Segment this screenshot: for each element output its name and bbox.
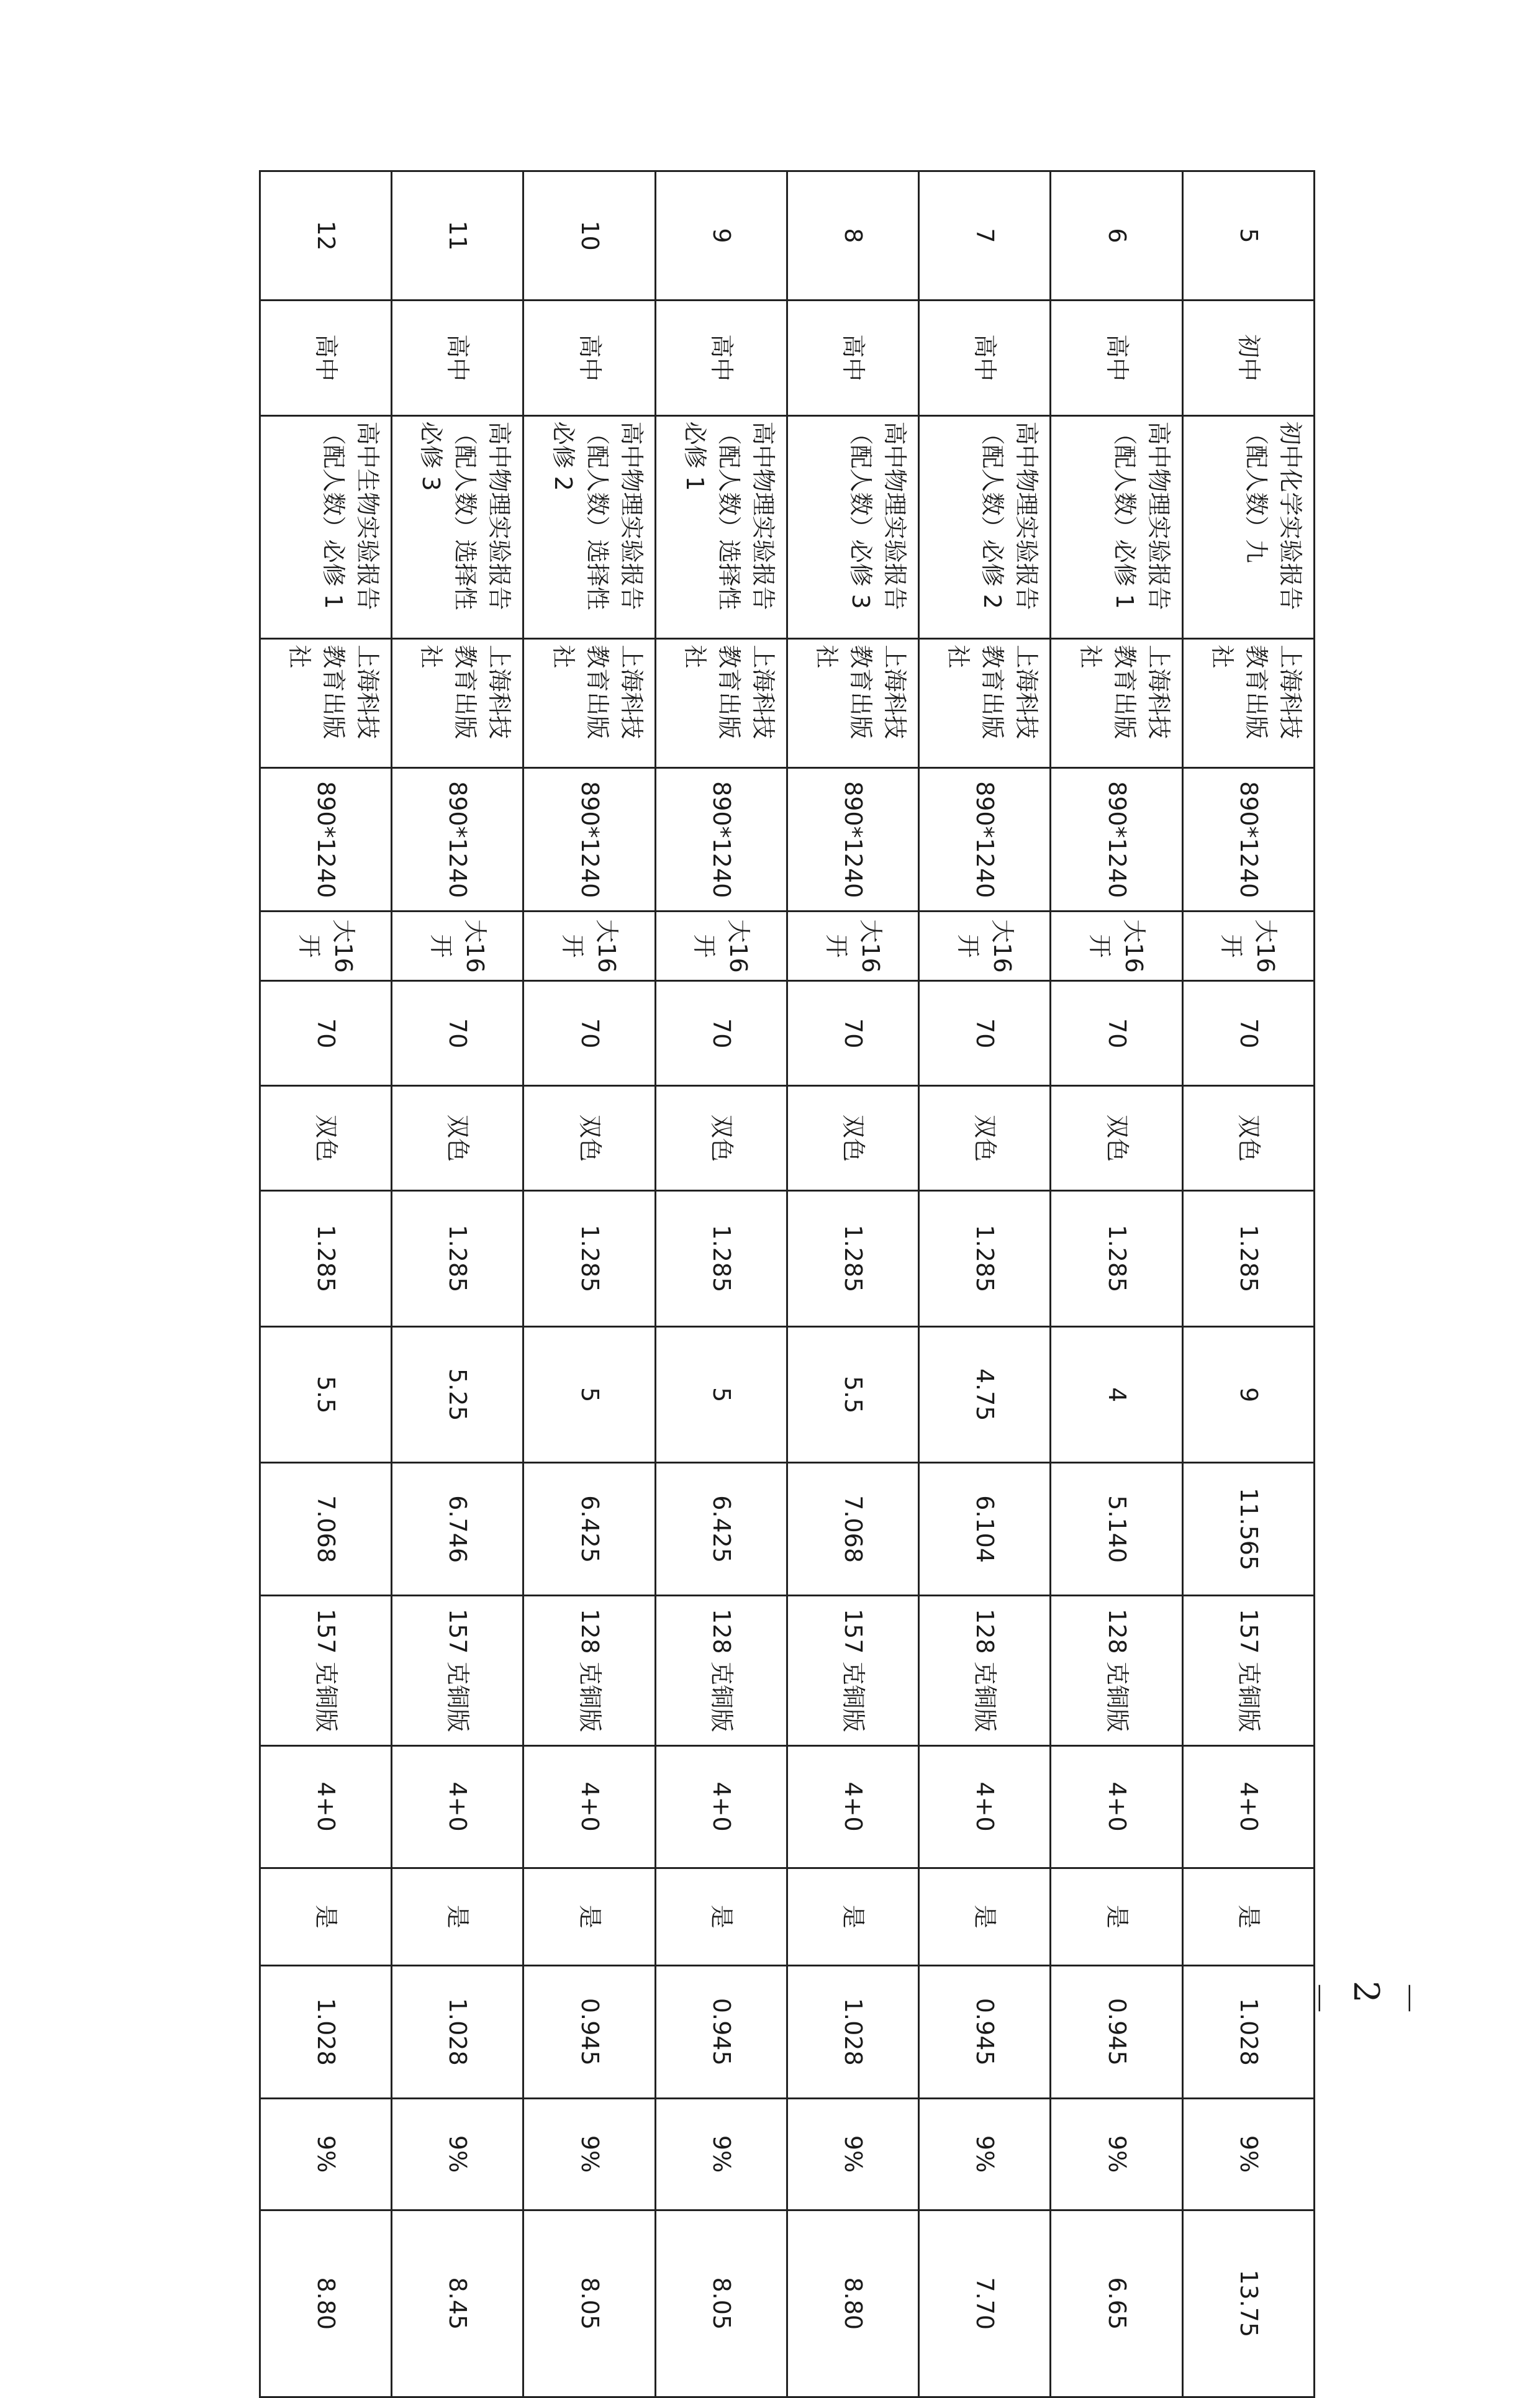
sheet-total-cell: 5.140 bbox=[1051, 1463, 1182, 1596]
publisher-cell: 上海科技教育出版社 bbox=[392, 639, 523, 768]
paper-format-cell: 890*1240 bbox=[787, 768, 919, 912]
rate-cell: 9% bbox=[1051, 2098, 1182, 2210]
paper-format-cell: 890*1240 bbox=[655, 768, 787, 912]
paper-format-cell: 890*1240 bbox=[392, 768, 523, 912]
rate-cell: 9% bbox=[392, 2098, 523, 2210]
price-cell: 8.80 bbox=[787, 2210, 919, 2397]
flag-cell: 是 bbox=[260, 1868, 392, 1965]
paper-format-cell: 890*1240 bbox=[523, 768, 655, 912]
price-cell: 8.80 bbox=[260, 2210, 392, 2397]
book-title-cell: 高中物理实验报告（配人数）必修 2 bbox=[919, 415, 1051, 639]
printed-sheets-cell: 9 bbox=[1182, 1327, 1314, 1463]
sheet-total-cell: 6.746 bbox=[392, 1463, 523, 1596]
printed-sheets-cell: 4 bbox=[1051, 1327, 1182, 1463]
price-cell: 8.05 bbox=[523, 2210, 655, 2397]
printed-sheets-cell: 5.5 bbox=[787, 1327, 919, 1463]
table-row bbox=[787, 171, 919, 2397]
flag-cell: 是 bbox=[919, 1868, 1051, 1965]
printing-rate-cell: 1.285 bbox=[787, 1190, 919, 1326]
school-level-cell: 高中 bbox=[787, 301, 919, 416]
book-size-cell: 大16开 bbox=[919, 911, 1051, 980]
print-color-cell: 双色 bbox=[919, 1086, 1051, 1191]
sheet-count-cell: 70 bbox=[919, 981, 1051, 1086]
paper-type-cell: 128 克铜版 bbox=[919, 1595, 1051, 1745]
sheet-total-cell: 11.565 bbox=[1182, 1463, 1314, 1596]
printed-sheets-cell: 5 bbox=[523, 1327, 655, 1463]
factor-cell: 1.028 bbox=[392, 1965, 523, 2098]
row-number-cell: 6 bbox=[1051, 171, 1182, 301]
paper-type-cell: 157 克铜版 bbox=[1182, 1595, 1314, 1745]
table-body bbox=[260, 171, 1315, 2397]
factor-cell: 0.945 bbox=[1051, 1965, 1182, 2098]
paper-format-cell: 890*1240 bbox=[919, 768, 1051, 912]
book-title-cell: 高中物理实验报告（配人数）必修 1 bbox=[1051, 415, 1182, 639]
school-level-cell: 高中 bbox=[919, 301, 1051, 416]
paper-format-cell: 890*1240 bbox=[1182, 768, 1314, 912]
factor-cell: 1.028 bbox=[1182, 1965, 1314, 2098]
table-row bbox=[523, 171, 655, 2397]
factor-cell: 0.945 bbox=[655, 1965, 787, 2098]
rotated-table-container bbox=[259, 170, 1315, 2398]
printed-sheets-cell: 5 bbox=[655, 1327, 787, 1463]
sheet-count-cell: 70 bbox=[392, 981, 523, 1086]
book-size-cell: 大16开 bbox=[1051, 911, 1182, 980]
paper-type-cell: 128 克铜版 bbox=[1051, 1595, 1182, 1745]
print-color-cell: 双色 bbox=[1182, 1086, 1314, 1191]
page-number: － 2 － bbox=[1298, 1981, 1429, 2016]
sheet-count-cell: 70 bbox=[523, 981, 655, 1086]
publisher-cell: 上海科技教育出版社 bbox=[1182, 639, 1314, 768]
row-number-cell: 9 bbox=[655, 171, 787, 301]
book-size-cell: 大16开 bbox=[392, 911, 523, 980]
school-level-cell: 高中 bbox=[1051, 301, 1182, 416]
rate-cell: 9% bbox=[655, 2098, 787, 2210]
factor-cell: 0.945 bbox=[523, 1965, 655, 2098]
publisher-cell: 上海科技教育出版社 bbox=[523, 639, 655, 768]
printing-rate-cell: 1.285 bbox=[919, 1190, 1051, 1326]
table-row bbox=[919, 171, 1051, 2397]
rate-cell: 9% bbox=[787, 2098, 919, 2210]
price-cell: 6.65 bbox=[1051, 2210, 1182, 2397]
row-number-cell: 11 bbox=[392, 171, 523, 301]
printing-rate-cell: 1.285 bbox=[260, 1190, 392, 1326]
paper-type-cell: 128 克铜版 bbox=[523, 1595, 655, 1745]
price-cell: 8.05 bbox=[655, 2210, 787, 2397]
sheet-count-cell: 70 bbox=[787, 981, 919, 1086]
paper-format-cell: 890*1240 bbox=[1051, 768, 1182, 912]
print-color-cell: 双色 bbox=[392, 1086, 523, 1191]
factor-cell: 1.028 bbox=[260, 1965, 392, 2098]
print-color-cell: 双色 bbox=[260, 1086, 392, 1191]
paper-type-cell: 157 克铜版 bbox=[392, 1595, 523, 1745]
flag-cell: 是 bbox=[1051, 1868, 1182, 1965]
factor-cell: 0.945 bbox=[919, 1965, 1051, 2098]
price-cell: 7.70 bbox=[919, 2210, 1051, 2397]
book-size-cell: 大16开 bbox=[787, 911, 919, 980]
sheet-total-cell: 6.425 bbox=[655, 1463, 787, 1596]
printing-rate-cell: 1.285 bbox=[523, 1190, 655, 1326]
publisher-cell: 上海科技教育出版社 bbox=[1051, 639, 1182, 768]
price-cell: 13.75 bbox=[1182, 2210, 1314, 2397]
book-size-cell: 大16开 bbox=[1182, 911, 1314, 980]
flag-cell: 是 bbox=[392, 1868, 523, 1965]
book-title-cell: 高中物理实验报告（配人数）选择性必修 2 bbox=[523, 415, 655, 639]
sheet-total-cell: 6.425 bbox=[523, 1463, 655, 1596]
color-spec-cell: 4+0 bbox=[392, 1745, 523, 1868]
color-spec-cell: 4+0 bbox=[523, 1745, 655, 1868]
color-spec-cell: 4+0 bbox=[919, 1745, 1051, 1868]
sheet-total-cell: 7.068 bbox=[787, 1463, 919, 1596]
printed-sheets-cell: 4.75 bbox=[919, 1327, 1051, 1463]
color-spec-cell: 4+0 bbox=[1182, 1745, 1314, 1868]
textbook-price-table bbox=[259, 170, 1315, 2398]
printing-rate-cell: 1.285 bbox=[655, 1190, 787, 1326]
print-color-cell: 双色 bbox=[1051, 1086, 1182, 1191]
book-title-cell: 高中生物实验报告（配人数）必修 1 bbox=[260, 415, 392, 639]
table-row bbox=[392, 171, 523, 2397]
book-size-cell: 大16开 bbox=[655, 911, 787, 980]
book-title-cell: 高中物理实验报告（配人数）选择性必修 1 bbox=[655, 415, 787, 639]
print-color-cell: 双色 bbox=[523, 1086, 655, 1191]
flag-cell: 是 bbox=[523, 1868, 655, 1965]
row-number-cell: 10 bbox=[523, 171, 655, 301]
rate-cell: 9% bbox=[523, 2098, 655, 2210]
book-size-cell: 大16开 bbox=[523, 911, 655, 980]
book-title-cell: 高中物理实验报告（配人数）选择性必修 3 bbox=[392, 415, 523, 639]
paper-type-cell: 157 克铜版 bbox=[260, 1595, 392, 1745]
row-number-cell: 5 bbox=[1182, 171, 1314, 301]
table-row bbox=[655, 171, 787, 2397]
rate-cell: 9% bbox=[1182, 2098, 1314, 2210]
book-title-cell: 高中物理实验报告（配人数）必修 3 bbox=[787, 415, 919, 639]
printed-sheets-cell: 5.25 bbox=[392, 1327, 523, 1463]
sheet-count-cell: 70 bbox=[1182, 981, 1314, 1086]
print-color-cell: 双色 bbox=[787, 1086, 919, 1191]
paper-type-cell: 157 克铜版 bbox=[787, 1595, 919, 1745]
book-title-cell: 初中化学实验报告（配人数）九 bbox=[1182, 415, 1314, 639]
printing-rate-cell: 1.285 bbox=[1182, 1190, 1314, 1326]
paper-format-cell: 890*1240 bbox=[260, 768, 392, 912]
sheet-count-cell: 70 bbox=[1051, 981, 1182, 1086]
color-spec-cell: 4+0 bbox=[655, 1745, 787, 1868]
publisher-cell: 上海科技教育出版社 bbox=[655, 639, 787, 768]
sheet-total-cell: 6.104 bbox=[919, 1463, 1051, 1596]
school-level-cell: 高中 bbox=[523, 301, 655, 416]
flag-cell: 是 bbox=[787, 1868, 919, 1965]
printing-rate-cell: 1.285 bbox=[392, 1190, 523, 1326]
rate-cell: 9% bbox=[260, 2098, 392, 2210]
school-level-cell: 高中 bbox=[260, 301, 392, 416]
publisher-cell: 上海科技教育出版社 bbox=[260, 639, 392, 768]
table-row bbox=[1051, 171, 1182, 2397]
row-number-cell: 8 bbox=[787, 171, 919, 301]
factor-cell: 1.028 bbox=[787, 1965, 919, 2098]
school-level-cell: 高中 bbox=[392, 301, 523, 416]
rate-cell: 9% bbox=[919, 2098, 1051, 2210]
publisher-cell: 上海科技教育出版社 bbox=[787, 639, 919, 768]
publisher-cell: 上海科技教育出版社 bbox=[919, 639, 1051, 768]
row-number-cell: 7 bbox=[919, 171, 1051, 301]
sheet-count-cell: 70 bbox=[260, 981, 392, 1086]
paper-type-cell: 128 克铜版 bbox=[655, 1595, 787, 1745]
price-cell: 8.45 bbox=[392, 2210, 523, 2397]
color-spec-cell: 4+0 bbox=[260, 1745, 392, 1868]
school-level-cell: 高中 bbox=[655, 301, 787, 416]
school-level-cell: 初中 bbox=[1182, 301, 1314, 416]
printed-sheets-cell: 5.5 bbox=[260, 1327, 392, 1463]
flag-cell: 是 bbox=[655, 1868, 787, 1965]
sheet-count-cell: 70 bbox=[655, 981, 787, 1086]
book-size-cell: 大16开 bbox=[260, 911, 392, 980]
color-spec-cell: 4+0 bbox=[1051, 1745, 1182, 1868]
printing-rate-cell: 1.285 bbox=[1051, 1190, 1182, 1326]
flag-cell: 是 bbox=[1182, 1868, 1314, 1965]
table-row bbox=[260, 171, 392, 2397]
sheet-total-cell: 7.068 bbox=[260, 1463, 392, 1596]
row-number-cell: 12 bbox=[260, 171, 392, 301]
print-color-cell: 双色 bbox=[655, 1086, 787, 1191]
table-row bbox=[1182, 171, 1314, 2397]
color-spec-cell: 4+0 bbox=[787, 1745, 919, 1868]
